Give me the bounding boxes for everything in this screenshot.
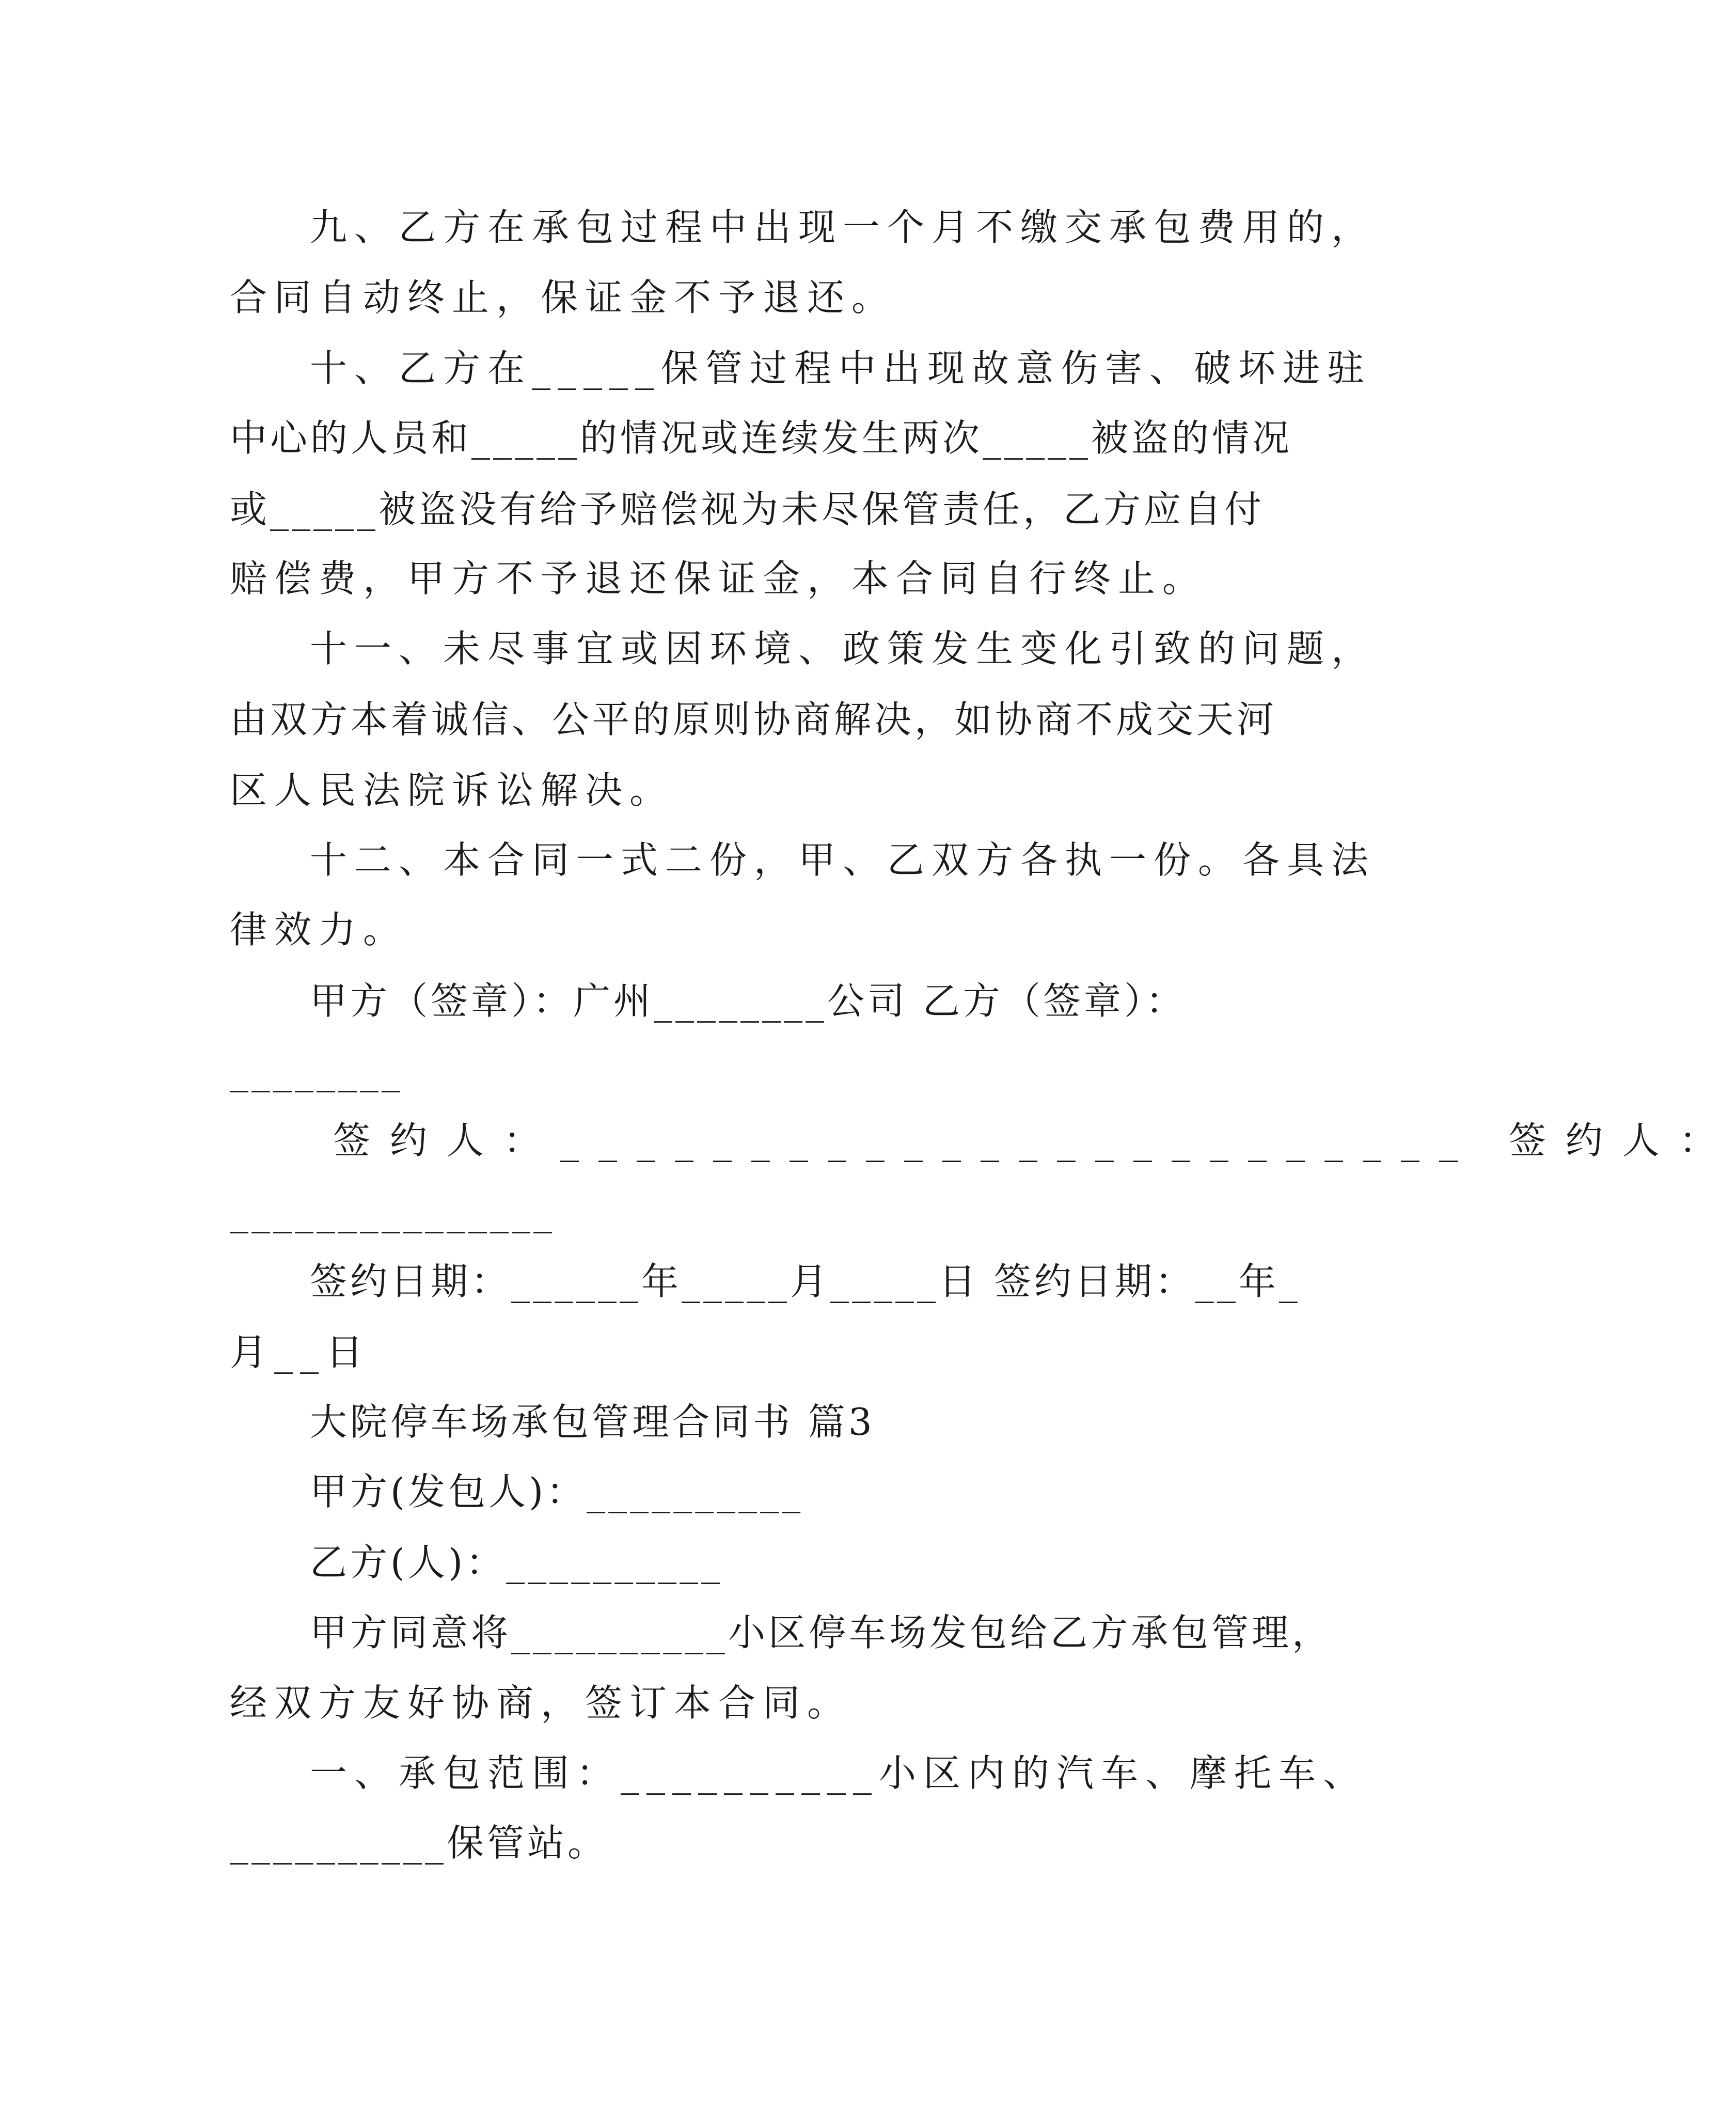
agreement-line-2: 经双方友好协商，签订本合同。 [230,1681,852,1725]
clause-10-line-1: 十、乙方在_____保管过程中出现故意伤害、破坏进驻 [310,347,1372,390]
clause-9-line-1: 九、乙方在承包过程中出现一个月不缴交承包费用的， [310,206,1376,249]
clause-11-line-3: 区人民法院诉讼解决。 [230,769,674,812]
clause-11-line-2: 由双方本着诚信、公平的原则协商解决，如协商不成交天河 [230,698,1277,741]
clause-12-line-1: 十二、本合同一式二份，甲、乙双方各执一份。各具法 [310,838,1376,882]
clause-10-line-3: 或_____被盗没有给予赔偿视为未尽保管责任，乙方应自付 [230,488,1265,531]
clause-12-line-2: 律效力。 [230,908,408,951]
scope-line-1: 一、承包范围：__________小区内的汽车、摩托车、 [310,1751,1368,1795]
clause-9-line-2: 合同自动终止，保证金不予退还。 [230,276,896,319]
signatory-blank: _______________ [230,1190,555,1233]
clause-11-line-1: 十一、未尽事宜或因环境、政策发生变化引致的问题， [310,627,1376,670]
party-b-line: 乙方(人)：__________ [310,1541,723,1584]
signatory-line: 签约人：________________________ 签约人： [333,1119,1736,1162]
signing-date-line: 签约日期：______年_____月_____日 签约日期：__年_ [310,1260,1301,1303]
clause-10-line-2: 中心的人员和_____的情况或连续发生两次_____被盗的情况 [230,416,1293,460]
party-a-line: 甲方(发包人)：__________ [310,1470,804,1513]
clause-10-line-4: 赔偿费，甲方不予退还保证金，本合同自行终止。 [230,557,1207,600]
signature-party-blank: ________ [230,1049,403,1092]
section-title: 大院停车场承包管理合同书 篇3 [310,1400,875,1444]
signing-date-continuation: 月__日 [230,1330,371,1374]
signature-party-line: 甲方（签章）：广州________公司 乙方（签章）： [310,979,1186,1023]
scope-line-2: __________保管站。 [230,1821,608,1865]
agreement-line-1: 甲方同意将__________小区停车场发包给乙方承包管理， [310,1611,1333,1654]
